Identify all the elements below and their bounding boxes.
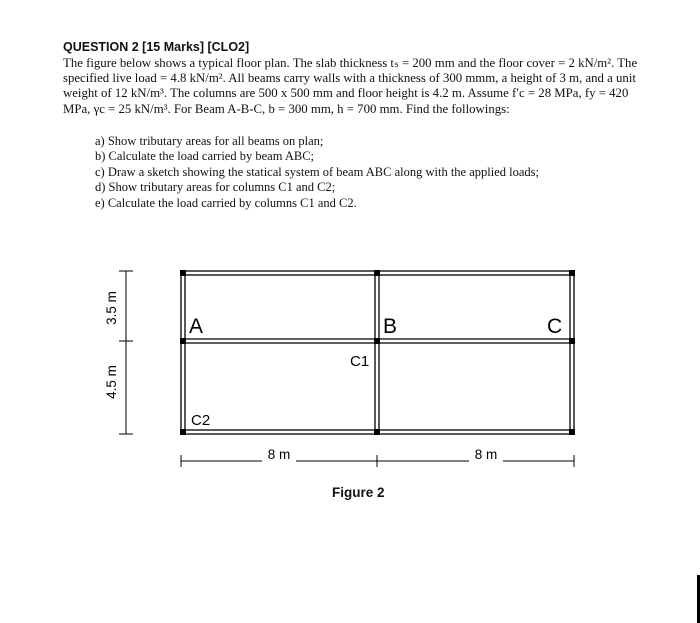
figure-caption: Figure 2 <box>332 485 385 500</box>
inner-beam-line <box>185 275 570 430</box>
column-marker <box>569 338 575 344</box>
column-marker <box>374 270 380 276</box>
column-marker <box>180 270 186 276</box>
dim-right-bay: 8 m <box>474 447 498 462</box>
floor-plan-beams <box>181 271 574 434</box>
column-marker <box>180 338 186 344</box>
label-c2: C2 <box>191 412 211 429</box>
columns <box>180 270 575 435</box>
label-c1: C1 <box>350 353 370 370</box>
paragraph-line: specified live load = 4.8 kN/m². All beams carry walls with a thickness of 300 mmm, a height of 3 m, and a unit <box>63 71 636 86</box>
dim-bottom-span: 4.5 m <box>104 365 119 399</box>
dim-left-bay: 8 m <box>267 447 291 462</box>
paragraph-line: weight of 12 kN/m³. The columns are 500 x 500 mm and floor height is 4.2 m. Assume f′c = 28 MPa, fy = 420 <box>63 86 629 101</box>
task-item: e) Calculate the load carried by columns C1 and C2. <box>95 195 357 210</box>
label-a: A <box>189 315 204 338</box>
column-marker <box>180 429 186 435</box>
paragraph-line: The figure below shows a typical floor plan. The slab thickness tₛ = 200 mm and the floor cover = 2 kN/m². The <box>63 56 638 70</box>
task-item: a) Show tributary areas for all beams on plan; <box>95 134 324 148</box>
column-marker <box>569 270 575 276</box>
column-marker <box>374 338 380 344</box>
label-b: B <box>383 315 398 338</box>
task-item: b) Calculate the load carried by beam ABC; <box>95 149 315 164</box>
column-marker <box>374 429 380 435</box>
vertical-dimension <box>119 271 133 434</box>
horizontal-dimension <box>181 455 574 467</box>
label-c: C <box>547 315 563 338</box>
task-item: d) Show tributary areas for columns C1 and C2; <box>95 180 336 195</box>
paragraph-line: MPa, γc = 25 kN/m³. For Beam A-B-C, b = 300 mm, h = 700 mm. Find the followings: <box>63 101 510 116</box>
question-title: QUESTION 2 [15 Marks] [CLO2] <box>63 40 250 54</box>
task-item: c) Draw a sketch showing the statical system of beam ABC along with the applied loads; <box>95 164 540 179</box>
dim-top-span: 3.5 m <box>104 291 119 325</box>
column-marker <box>569 429 575 435</box>
outer-beam-line <box>181 271 574 434</box>
